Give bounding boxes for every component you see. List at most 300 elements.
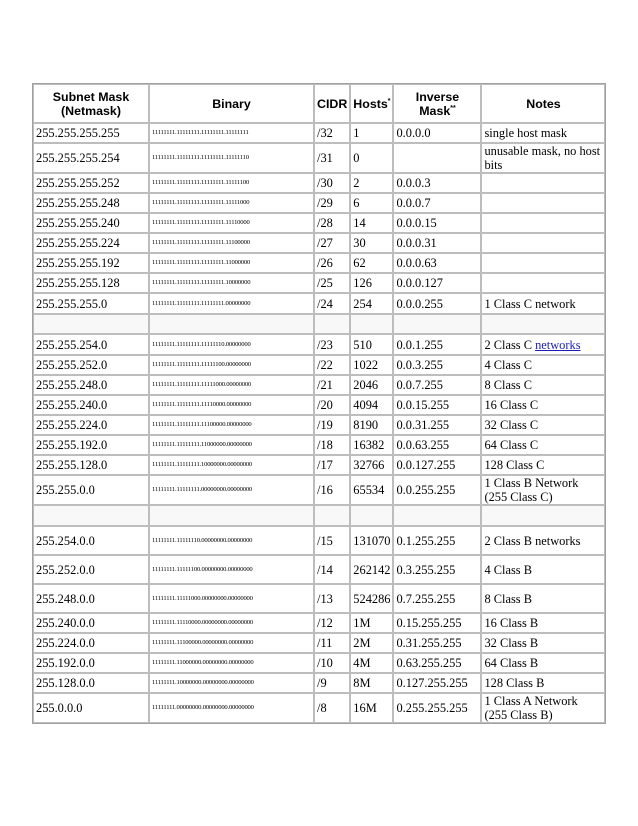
notes-text: 128 Class B — [484, 676, 545, 690]
table-row — [33, 173, 605, 193]
notes-text: 64 Class C — [484, 438, 539, 452]
hosts-cell — [350, 213, 393, 233]
inverse-mask-text: 0.0.0.0 — [396, 126, 431, 140]
binary-cell — [149, 193, 314, 213]
table-row — [33, 415, 605, 435]
binary-text: 11111111.11111111.11111111.10000000 — [152, 279, 251, 286]
mask-text: 255.255.252.0 — [36, 358, 108, 372]
mask-text: 255.255.255.240 — [36, 216, 120, 230]
binary-text: 11111111.11111111.11111111.11111111 — [152, 129, 249, 136]
inverse-mask-cell — [393, 505, 481, 526]
cidr-cell — [314, 693, 350, 723]
hosts-cell — [350, 415, 393, 435]
notes-cell — [481, 123, 605, 143]
mask-text: 255.255.255.255 — [36, 126, 120, 140]
cidr-text: /17 — [317, 458, 333, 472]
notes-text: 1 Class C network — [484, 296, 576, 311]
table-row — [33, 334, 605, 355]
binary-cell — [149, 314, 314, 334]
notes-text: 16 Class B — [484, 616, 539, 630]
mask-text: 255.255.254.0 — [36, 337, 108, 352]
inverse-mask-cell — [393, 375, 481, 395]
binary-cell — [149, 455, 314, 475]
cidr-text: /22 — [317, 358, 333, 372]
table-row — [33, 584, 605, 613]
cidr-text: /20 — [317, 398, 333, 412]
inverse-mask-text: 0.0.31.255 — [396, 418, 450, 432]
inverse-mask-text: 0.31.255.255 — [396, 636, 462, 650]
hosts-cell — [350, 613, 393, 633]
table-row — [33, 355, 605, 375]
notes-cell — [481, 233, 605, 253]
inverse-mask-cell — [393, 233, 481, 253]
binary-text: 11111111.11111111.11111100.00000000 — [152, 361, 251, 368]
spacer-row — [33, 505, 605, 526]
cidr-cell — [314, 584, 350, 613]
cidr-text: /26 — [317, 256, 333, 270]
table-row — [33, 693, 605, 723]
inverse-mask-cell — [393, 693, 481, 723]
header-inverse-mask — [393, 84, 481, 123]
cidr-cell — [314, 213, 350, 233]
inverse-mask-cell — [393, 584, 481, 613]
binary-cell — [149, 653, 314, 673]
binary-cell — [149, 375, 314, 395]
cidr-cell — [314, 375, 350, 395]
hosts-text: 1M — [353, 616, 371, 630]
inverse-mask-cell — [393, 633, 481, 653]
hosts-text: 30 — [353, 236, 366, 250]
binary-cell — [149, 673, 314, 693]
inverse-mask-cell — [393, 613, 481, 633]
mask-cell — [33, 415, 149, 435]
inverse-mask-cell — [393, 253, 481, 273]
hosts-cell — [350, 435, 393, 455]
inverse-mask-cell — [393, 213, 481, 233]
binary-text: 11111111.11111111.11100000.00000000 — [152, 421, 252, 428]
hosts-cell — [350, 455, 393, 475]
cidr-text: /11 — [317, 636, 333, 650]
hosts-text: 2M — [353, 636, 371, 650]
binary-cell — [149, 613, 314, 633]
binary-cell — [149, 173, 314, 193]
notes-text: 8 Class B — [484, 591, 532, 606]
hosts-cell — [350, 334, 393, 355]
inverse-mask-cell — [393, 123, 481, 143]
notes-cell — [481, 584, 605, 613]
inverse-mask-text: 0.255.255.255 — [396, 701, 468, 715]
cidr-text: /8 — [317, 701, 327, 715]
binary-text: 11111111.11111111.11111111.11111110 — [152, 154, 249, 161]
binary-text: 11111111.11111111.11111111.11100000 — [152, 239, 250, 246]
mask-cell — [33, 193, 149, 213]
notes-cell — [481, 193, 605, 213]
table-body — [33, 123, 605, 723]
binary-cell — [149, 435, 314, 455]
inverse-mask-cell — [393, 415, 481, 435]
cidr-text: /31 — [317, 151, 333, 165]
mask-cell — [33, 143, 149, 173]
inverse-mask-text: 0.7.255.255 — [396, 591, 456, 606]
cidr-text: /25 — [317, 276, 333, 290]
inverse-mask-text: 0.0.0.31 — [396, 236, 437, 250]
cidr-text: /27 — [317, 236, 333, 250]
mask-text: 255.255.255.192 — [36, 256, 120, 270]
inverse-mask-cell — [393, 653, 481, 673]
notes-link[interactable]: networks — [535, 337, 581, 352]
table-row — [33, 555, 605, 584]
cidr-text: /32 — [317, 126, 333, 140]
mask-text: 255.255.0.0 — [36, 483, 95, 497]
notes-text: 32 Class C — [484, 418, 539, 432]
header-notes: Notes — [481, 84, 605, 123]
hosts-text: 16382 — [353, 438, 385, 452]
inverse-mask-cell — [393, 526, 481, 555]
mask-cell — [33, 233, 149, 253]
notes-cell — [481, 435, 605, 455]
hosts-text: 262142 — [353, 562, 391, 577]
hosts-text: 62 — [353, 256, 366, 270]
header-hosts — [350, 84, 393, 123]
binary-cell — [149, 693, 314, 723]
binary-cell — [149, 555, 314, 584]
cidr-text: /29 — [317, 196, 333, 210]
mask-cell — [33, 293, 149, 314]
binary-cell — [149, 213, 314, 233]
notes-cell — [481, 455, 605, 475]
table-row — [33, 193, 605, 213]
binary-text: 11111111.11111111.11111110.00000000 — [152, 340, 251, 348]
mask-text: 255.255.192.0 — [36, 438, 108, 452]
notes-cell — [481, 526, 605, 555]
hosts-text: 8M — [353, 676, 371, 690]
hosts-cell — [350, 273, 393, 293]
cidr-text: /21 — [317, 378, 333, 392]
cidr-text: /24 — [317, 296, 333, 311]
inverse-mask-text: 0.0.3.255 — [396, 358, 443, 372]
notes-cell — [481, 415, 605, 435]
header-subnet-mask: Subnet Mask (Netmask) — [33, 84, 149, 123]
table-row — [33, 253, 605, 273]
cidr-cell — [314, 355, 350, 375]
cidr-cell — [314, 273, 350, 293]
cidr-cell — [314, 334, 350, 355]
binary-cell — [149, 415, 314, 435]
cidr-text: /28 — [317, 216, 333, 230]
header-hosts-mark: * — [387, 97, 391, 105]
hosts-text: 32766 — [353, 458, 385, 472]
notes-text: 2 Class B networks — [484, 533, 581, 548]
mask-cell — [33, 475, 149, 505]
table-row — [33, 633, 605, 653]
mask-cell — [33, 653, 149, 673]
hosts-text: 4094 — [353, 398, 379, 412]
mask-text: 255.255.224.0 — [36, 418, 108, 432]
cidr-cell — [314, 173, 350, 193]
header-inverse-label: Inverse Mask — [415, 89, 460, 118]
hosts-text: 131070 — [353, 533, 391, 548]
header-hosts-label: Hosts — [353, 96, 388, 111]
mask-cell — [33, 213, 149, 233]
inverse-mask-cell — [393, 455, 481, 475]
binary-text: 11111111.10000000.00000000.00000000 — [152, 679, 254, 686]
inverse-mask-cell — [393, 193, 481, 213]
notes-cell — [481, 253, 605, 273]
binary-cell — [149, 123, 314, 143]
cidr-cell — [314, 314, 350, 334]
table-row — [33, 143, 605, 173]
mask-text: 255.240.0.0 — [36, 616, 95, 630]
binary-cell — [149, 505, 314, 526]
binary-text: 11111111.11000000.00000000.00000000 — [152, 659, 254, 666]
mask-cell — [33, 395, 149, 415]
hosts-cell — [350, 673, 393, 693]
header-binary: Binary — [149, 84, 314, 123]
cidr-text: /16 — [317, 483, 333, 497]
header-cidr: CIDR — [314, 84, 350, 123]
mask-cell — [33, 273, 149, 293]
table-row — [33, 653, 605, 673]
notes-text: 64 Class B — [484, 656, 539, 670]
hosts-cell — [350, 293, 393, 314]
notes-text: 8 Class C — [484, 378, 532, 392]
mask-cell — [33, 173, 149, 193]
binary-cell — [149, 253, 314, 273]
mask-cell — [33, 435, 149, 455]
hosts-text: 1022 — [353, 358, 379, 372]
notes-cell — [481, 395, 605, 415]
hosts-text: 16M — [353, 701, 377, 715]
table-row — [33, 375, 605, 395]
table-row — [33, 455, 605, 475]
inverse-mask-text: 0.63.255.255 — [396, 656, 462, 670]
inverse-mask-text: 0.0.0.7 — [396, 196, 431, 210]
cidr-cell — [314, 526, 350, 555]
cidr-text: /12 — [317, 616, 333, 630]
cidr-cell — [314, 633, 350, 653]
inverse-mask-cell — [393, 173, 481, 193]
inverse-mask-text: 0.0.0.63 — [396, 256, 437, 270]
inverse-mask-text: 0.0.63.255 — [396, 438, 450, 452]
hosts-cell — [350, 693, 393, 723]
cidr-cell — [314, 455, 350, 475]
notes-cell — [481, 653, 605, 673]
mask-text: 255.128.0.0 — [36, 676, 95, 690]
hosts-text: 4M — [353, 656, 371, 670]
mask-text: 255.255.255.128 — [36, 276, 120, 290]
notes-cell — [481, 693, 605, 723]
binary-cell — [149, 395, 314, 415]
binary-cell — [149, 355, 314, 375]
table-row — [33, 233, 605, 253]
mask-text: 255.255.255.0 — [36, 296, 108, 311]
binary-cell — [149, 475, 314, 505]
notes-text: 16 Class C — [484, 398, 539, 412]
mask-cell — [33, 505, 149, 526]
inverse-mask-text: 0.15.255.255 — [396, 616, 462, 630]
cidr-cell — [314, 193, 350, 213]
mask-cell — [33, 693, 149, 723]
inverse-mask-text: 0.0.0.3 — [396, 176, 431, 190]
cidr-cell — [314, 555, 350, 584]
spacer-row — [33, 314, 605, 334]
inverse-mask-text: 0.0.15.255 — [396, 398, 450, 412]
notes-cell — [481, 273, 605, 293]
binary-text: 11111111.11111111.11111111.00000000 — [152, 299, 251, 307]
notes-cell — [481, 213, 605, 233]
hosts-text: 2046 — [353, 378, 379, 392]
notes-text: 1 Class B Network (255 Class C) — [484, 476, 579, 504]
notes-text: 128 Class C — [484, 458, 545, 472]
notes-text: 4 Class B — [484, 562, 532, 577]
binary-text: 11111111.11111111.00000000.00000000 — [152, 486, 253, 493]
table-row — [33, 435, 605, 455]
binary-cell — [149, 233, 314, 253]
inverse-mask-cell — [393, 273, 481, 293]
cidr-cell — [314, 143, 350, 173]
inverse-mask-cell — [393, 673, 481, 693]
hosts-text: 65534 — [353, 483, 385, 497]
notes-text: 32 Class B — [484, 636, 539, 650]
cidr-text: /18 — [317, 438, 333, 452]
binary-text: 11111111.11111111.11110000.00000000 — [152, 401, 252, 408]
cidr-cell — [314, 123, 350, 143]
inverse-mask-text: 0.0.7.255 — [396, 378, 443, 392]
hosts-text: 2 — [353, 176, 360, 190]
notes-text: single host mask — [484, 126, 568, 140]
mask-cell — [33, 314, 149, 334]
notes-cell — [481, 613, 605, 633]
mask-text: 255.248.0.0 — [36, 591, 95, 606]
inverse-mask-cell — [393, 334, 481, 355]
binary-text: 11111111.11111111.11111111.11000000 — [152, 259, 251, 266]
hosts-text: 0 — [353, 151, 360, 165]
mask-text: 255.0.0.0 — [36, 701, 83, 715]
mask-cell — [33, 334, 149, 355]
hosts-cell — [350, 584, 393, 613]
hosts-cell — [350, 653, 393, 673]
cidr-text: /10 — [317, 656, 333, 670]
mask-text: 255.255.255.254 — [36, 151, 120, 165]
cidr-cell — [314, 613, 350, 633]
table-row — [33, 673, 605, 693]
hosts-text: 14 — [353, 216, 366, 230]
mask-cell — [33, 555, 149, 584]
mask-text: 255.255.240.0 — [36, 398, 108, 412]
binary-text: 11111111.00000000.00000000.00000000 — [152, 704, 254, 711]
mask-cell — [33, 375, 149, 395]
table-row — [33, 475, 605, 505]
inverse-mask-text: 0.0.0.255 — [396, 296, 443, 311]
binary-text: 11111111.11111111.11111111.11111000 — [152, 199, 250, 206]
notes-cell — [481, 314, 605, 334]
mask-text: 255.255.248.0 — [36, 378, 108, 392]
binary-cell — [149, 143, 314, 173]
cidr-cell — [314, 673, 350, 693]
notes-cell — [481, 505, 605, 526]
cidr-cell — [314, 475, 350, 505]
binary-cell — [149, 526, 314, 555]
binary-cell — [149, 273, 314, 293]
inverse-mask-text: 0.0.255.255 — [396, 483, 456, 497]
mask-text: 255.255.255.248 — [36, 196, 120, 210]
hosts-text: 6 — [353, 196, 360, 210]
table-row — [33, 395, 605, 415]
inverse-mask-cell — [393, 475, 481, 505]
binary-cell — [149, 584, 314, 613]
cidr-text: /15 — [317, 533, 333, 548]
hosts-cell — [350, 505, 393, 526]
mask-cell — [33, 253, 149, 273]
notes-cell — [481, 375, 605, 395]
hosts-cell — [350, 253, 393, 273]
notes-cell — [481, 633, 605, 653]
inverse-mask-text: 0.0.127.255 — [396, 458, 456, 472]
notes-cell — [481, 173, 605, 193]
notes-cell — [481, 143, 605, 173]
hosts-text: 254 — [353, 296, 372, 311]
hosts-cell — [350, 555, 393, 584]
mask-cell — [33, 673, 149, 693]
binary-cell — [149, 293, 314, 314]
table-row — [33, 273, 605, 293]
inverse-mask-cell — [393, 355, 481, 375]
mask-cell — [33, 455, 149, 475]
cidr-cell — [314, 435, 350, 455]
hosts-cell — [350, 633, 393, 653]
inverse-mask-cell — [393, 395, 481, 415]
binary-cell — [149, 633, 314, 653]
binary-text: 11111111.11111111.11111000.00000000 — [152, 381, 252, 388]
cidr-cell — [314, 415, 350, 435]
inverse-mask-cell — [393, 293, 481, 314]
binary-text: 11111111.11111111.11111111.11110000 — [152, 219, 250, 226]
inverse-mask-cell — [393, 314, 481, 334]
inverse-mask-cell — [393, 143, 481, 173]
binary-text: 11111111.11111100.00000000.00000000 — [152, 565, 253, 573]
table-row — [33, 293, 605, 314]
mask-text: 255.192.0.0 — [36, 656, 95, 670]
inverse-mask-text: 0.127.255.255 — [396, 676, 468, 690]
mask-text: 255.255.255.224 — [36, 236, 120, 250]
inverse-mask-cell — [393, 555, 481, 584]
cidr-text: /14 — [317, 562, 333, 577]
cidr-cell — [314, 653, 350, 673]
notes-text: 2 Class C — [484, 337, 532, 352]
inverse-mask-text: 0.0.0.127 — [396, 276, 443, 290]
notes-cell — [481, 673, 605, 693]
hosts-text: 8190 — [353, 418, 379, 432]
mask-cell — [33, 526, 149, 555]
hosts-text: 1 — [353, 126, 360, 140]
table-row — [33, 613, 605, 633]
hosts-cell — [350, 395, 393, 415]
mask-cell — [33, 633, 149, 653]
mask-cell — [33, 613, 149, 633]
cidr-cell — [314, 233, 350, 253]
notes-cell — [481, 293, 605, 314]
notes-text: 4 Class C — [484, 358, 532, 372]
binary-text: 11111111.11110000.00000000.00000000 — [152, 619, 253, 626]
inverse-mask-text: 0.1.255.255 — [396, 533, 456, 548]
table-header-row — [33, 84, 605, 123]
cidr-text: /19 — [317, 418, 333, 432]
subnet-table — [32, 83, 606, 724]
hosts-cell — [350, 314, 393, 334]
inverse-mask-text: 0.0.1.255 — [396, 337, 443, 352]
inverse-mask-text: 0.0.0.15 — [396, 216, 437, 230]
cidr-text: /13 — [317, 591, 333, 606]
